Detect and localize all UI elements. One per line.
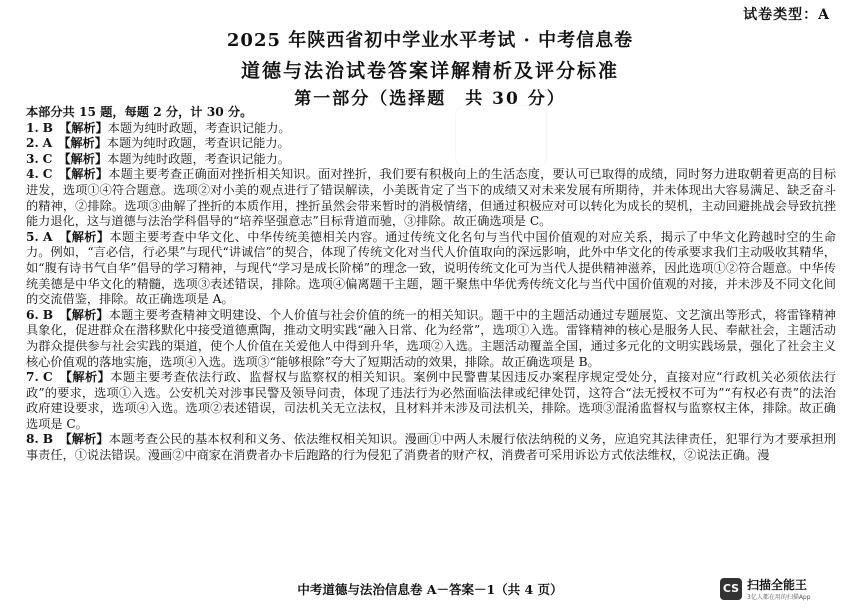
analysis-tag: 【解析】 [65,307,109,322]
item-number: 6. [26,307,39,322]
item-answer: A [42,229,53,244]
analysis-tag: 【解析】 [65,120,108,135]
item-answer: C [43,370,53,385]
logo-tagline: 3亿人都在用的扫描App [747,594,811,601]
cs-logo-icon: CS [720,578,742,600]
answer-item-2 [26,136,836,152]
answer-key-title: 道德与法治试卷答案详解精析及评分标准 [240,60,619,82]
analysis-tag: 【解析】 [64,136,107,151]
item-answer: B [42,120,53,135]
section-intro: 本部分共 15 题，每题 2 分，计 30 分。 [26,105,253,119]
answer-item-3 [26,152,836,168]
item-answer: C [42,167,53,182]
logo-app-name: 扫描全能王 [747,578,808,592]
analysis-text: 本题为纯时政题，考查识记能力。 [106,136,290,151]
item-number: 5. [26,229,39,244]
item-answer: B [42,307,54,322]
answer-item-1 [26,121,836,137]
analysis-text: 本题主要考查精神文明建设、个人价值与社会价值的统一的相关知识。题干中的主题活动通过专题展览、文艺演出等形式，将雷锋精神具象化，促进群众在潜移默化中接受道德熏陶，推动文明实践“融入日常、化为经常”，选项①入选。雷锋精神的核心是服务人民、奉献社会，主题活动为群众提供参与社会实践的渠道，使个人价值在关爱他人中得到升华，选项②入选。主题活动覆盖全国，通过多元化的文明实践场景，强化了社会主义核心价值观的落地实施，选项④入选。选项③“能够根除”夸大了短期活动的效果，排除。故正确选项是 B。 [26,307,837,369]
item-number: 2. [26,136,39,151]
answer-item-8 [26,432,836,463]
answer-item-7 [26,370,836,432]
item-answer: A [42,136,53,151]
analysis-tag: 【解析】 [64,167,109,182]
answer-list [26,105,836,464]
paper-type-label: 试卷类型：A [743,7,830,23]
analysis-text: 本题为纯时政题，考查识记能力。 [107,120,291,135]
analysis-tag: 【解析】 [65,370,111,385]
analysis-text: 本题主要考查依法行政、监督权与监察权的相关知识。案例中民警曹某因违反办案程序规定受处分，直接对应“行政机关必须依法行政”的要求，选项①入选。公安机关对涉事民警及领导问责，体现了违法行为必然面临法律或纪律处罚，这符合“法无授权不可为”“有权必有责”的法治政府建设要求，选项④入选。选项②表述错误，司法机关无立法权，且材料并未涉及司法机关，排除。选项③混淆监督权与监察权主体，排除。故正确选项是 C。 [26,370,837,431]
section-title: 第一部分（选择题 共 30 分） [294,89,566,109]
analysis-text: 本题主要考查中华文化、中华传统美德相关内容。通过传统文化名句与当代中国价值观的对应关系，揭示了中华文化跨越时空的生命力。例如，“言必信，行必果”与现代“讲诚信”的契合，体现了传统文化对当代人价值取向的深远影响，此外中华文化的传承要求我们主动吸收其精华，如“腹有诗书气自华”倡导的学习精神，与现代“学习是成长阶梯”的理念一致，说明传统文化可为当代人提供精神滋养，因此选项①②符合题意。中华传统美德是中华文化的精髓，选项③表述错误，排除。选项④偏离题干主题，题干聚焦中华优秀传统文化与当代中国价值观的对接，并未涉及不同文化间的交流借鉴，排除。故正确选项是 A。 [26,229,837,307]
item-number: 1. [26,120,39,135]
item-number: 4. [26,167,39,182]
item-number: 8. [26,432,39,447]
page-footer: 中考道德与法治信息卷 A－答案－1（共 4 页） [297,582,563,597]
answer-item-5 [26,230,836,308]
analysis-text: 本题主要考查正确面对挫折相关知识。面对挫折，我们要有积极向上的生活态度，要认可已取得的成绩，同时努力进取朝着更高的目标进发，选项①④符合题意。选项②对小美的观点进行了错误解读，小美既肯定了当下的成绩又对未来发展有所期待，并未体现出大容易满足、缺乏奋斗的精神，②排除。选项③曲解了挫折的本质作用，挫折虽然会带来暂时的消极情绪，但通过积极应对可以转化为成长的契机，主动回避挑战会导致抗挫能力退化，这与道德与法治学科倡导的“培养坚强意志”目标背道而驰，③排除。故正确选项是 C。 [26,167,837,229]
analysis-tag: 【解析】 [65,432,109,447]
answer-item-4 [26,167,836,229]
scanner-app-logo [720,576,840,604]
analysis-text: 本题为纯时政题，考查识记能力。 [107,151,290,166]
analysis-tag: 【解析】 [64,151,108,166]
item-number: 3. [26,151,39,166]
analysis-tag: 【解析】 [65,229,110,244]
exam-title: 2025 年陕西省初中学业水平考试 · 中考信息卷 [226,30,634,51]
item-answer: B [42,432,54,447]
analysis-text: 本题考查公民的基本权利和义务、依法维权相关知识。漫画①中两人未履行依法纳税的义务，应追究其法律责任，犯罪行为才要承担刑事责任，①说法错误。漫画②中商家在消费者办卡后跑路的行为侵犯了消费者的财产权，消费者可采用诉讼方式依法维权，②说法正确。漫 [26,432,837,463]
item-number: 7. [26,370,39,385]
answer-item-6 [26,308,836,370]
item-answer: C [42,151,53,166]
